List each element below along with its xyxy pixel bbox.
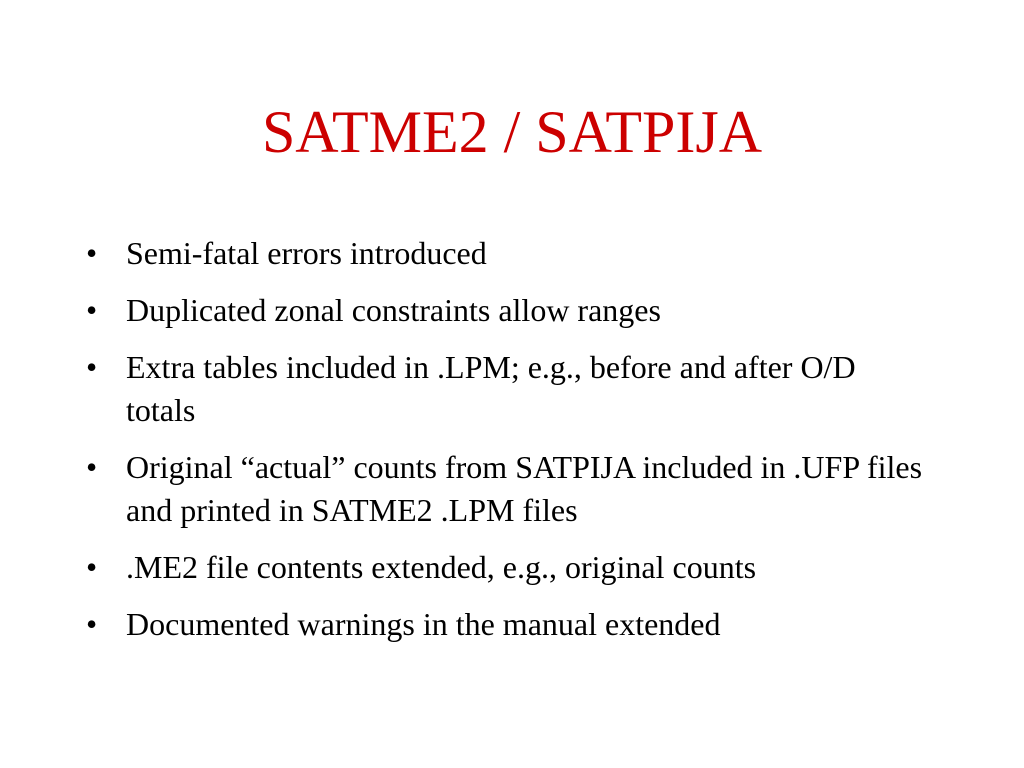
bullet-icon: • — [86, 449, 98, 485]
bullet-icon: • — [86, 606, 98, 642]
bullet-item — [82, 603, 932, 646]
bullet-icon: • — [86, 549, 98, 585]
bullet-item — [82, 346, 932, 432]
bullet-text: Extra tables included in .LPM; e.g., before and after O/D totals — [126, 349, 856, 428]
bullet-item — [82, 446, 932, 532]
bullet-icon: • — [86, 235, 98, 271]
slide-title: SATME2 / SATPIJA — [261, 99, 763, 165]
bullet-icon: • — [86, 292, 98, 328]
bullet-text: Semi-fatal errors introduced — [126, 235, 487, 271]
bullet-icon: • — [86, 349, 98, 385]
bullet-item — [82, 546, 932, 589]
bullet-text: Documented warnings in the manual extended — [126, 606, 721, 642]
bullet-text: .ME2 file contents extended, e.g., original counts — [126, 549, 757, 585]
bullet-item — [82, 232, 932, 275]
bullet-item — [82, 289, 932, 332]
bullet-list — [82, 232, 932, 660]
bullet-text: Duplicated zonal constraints allow ranges — [126, 292, 661, 328]
bullet-text: Original “actual” counts from SATPIJA included in .UFP files and printed in SATME2 .LPM files — [126, 449, 923, 528]
